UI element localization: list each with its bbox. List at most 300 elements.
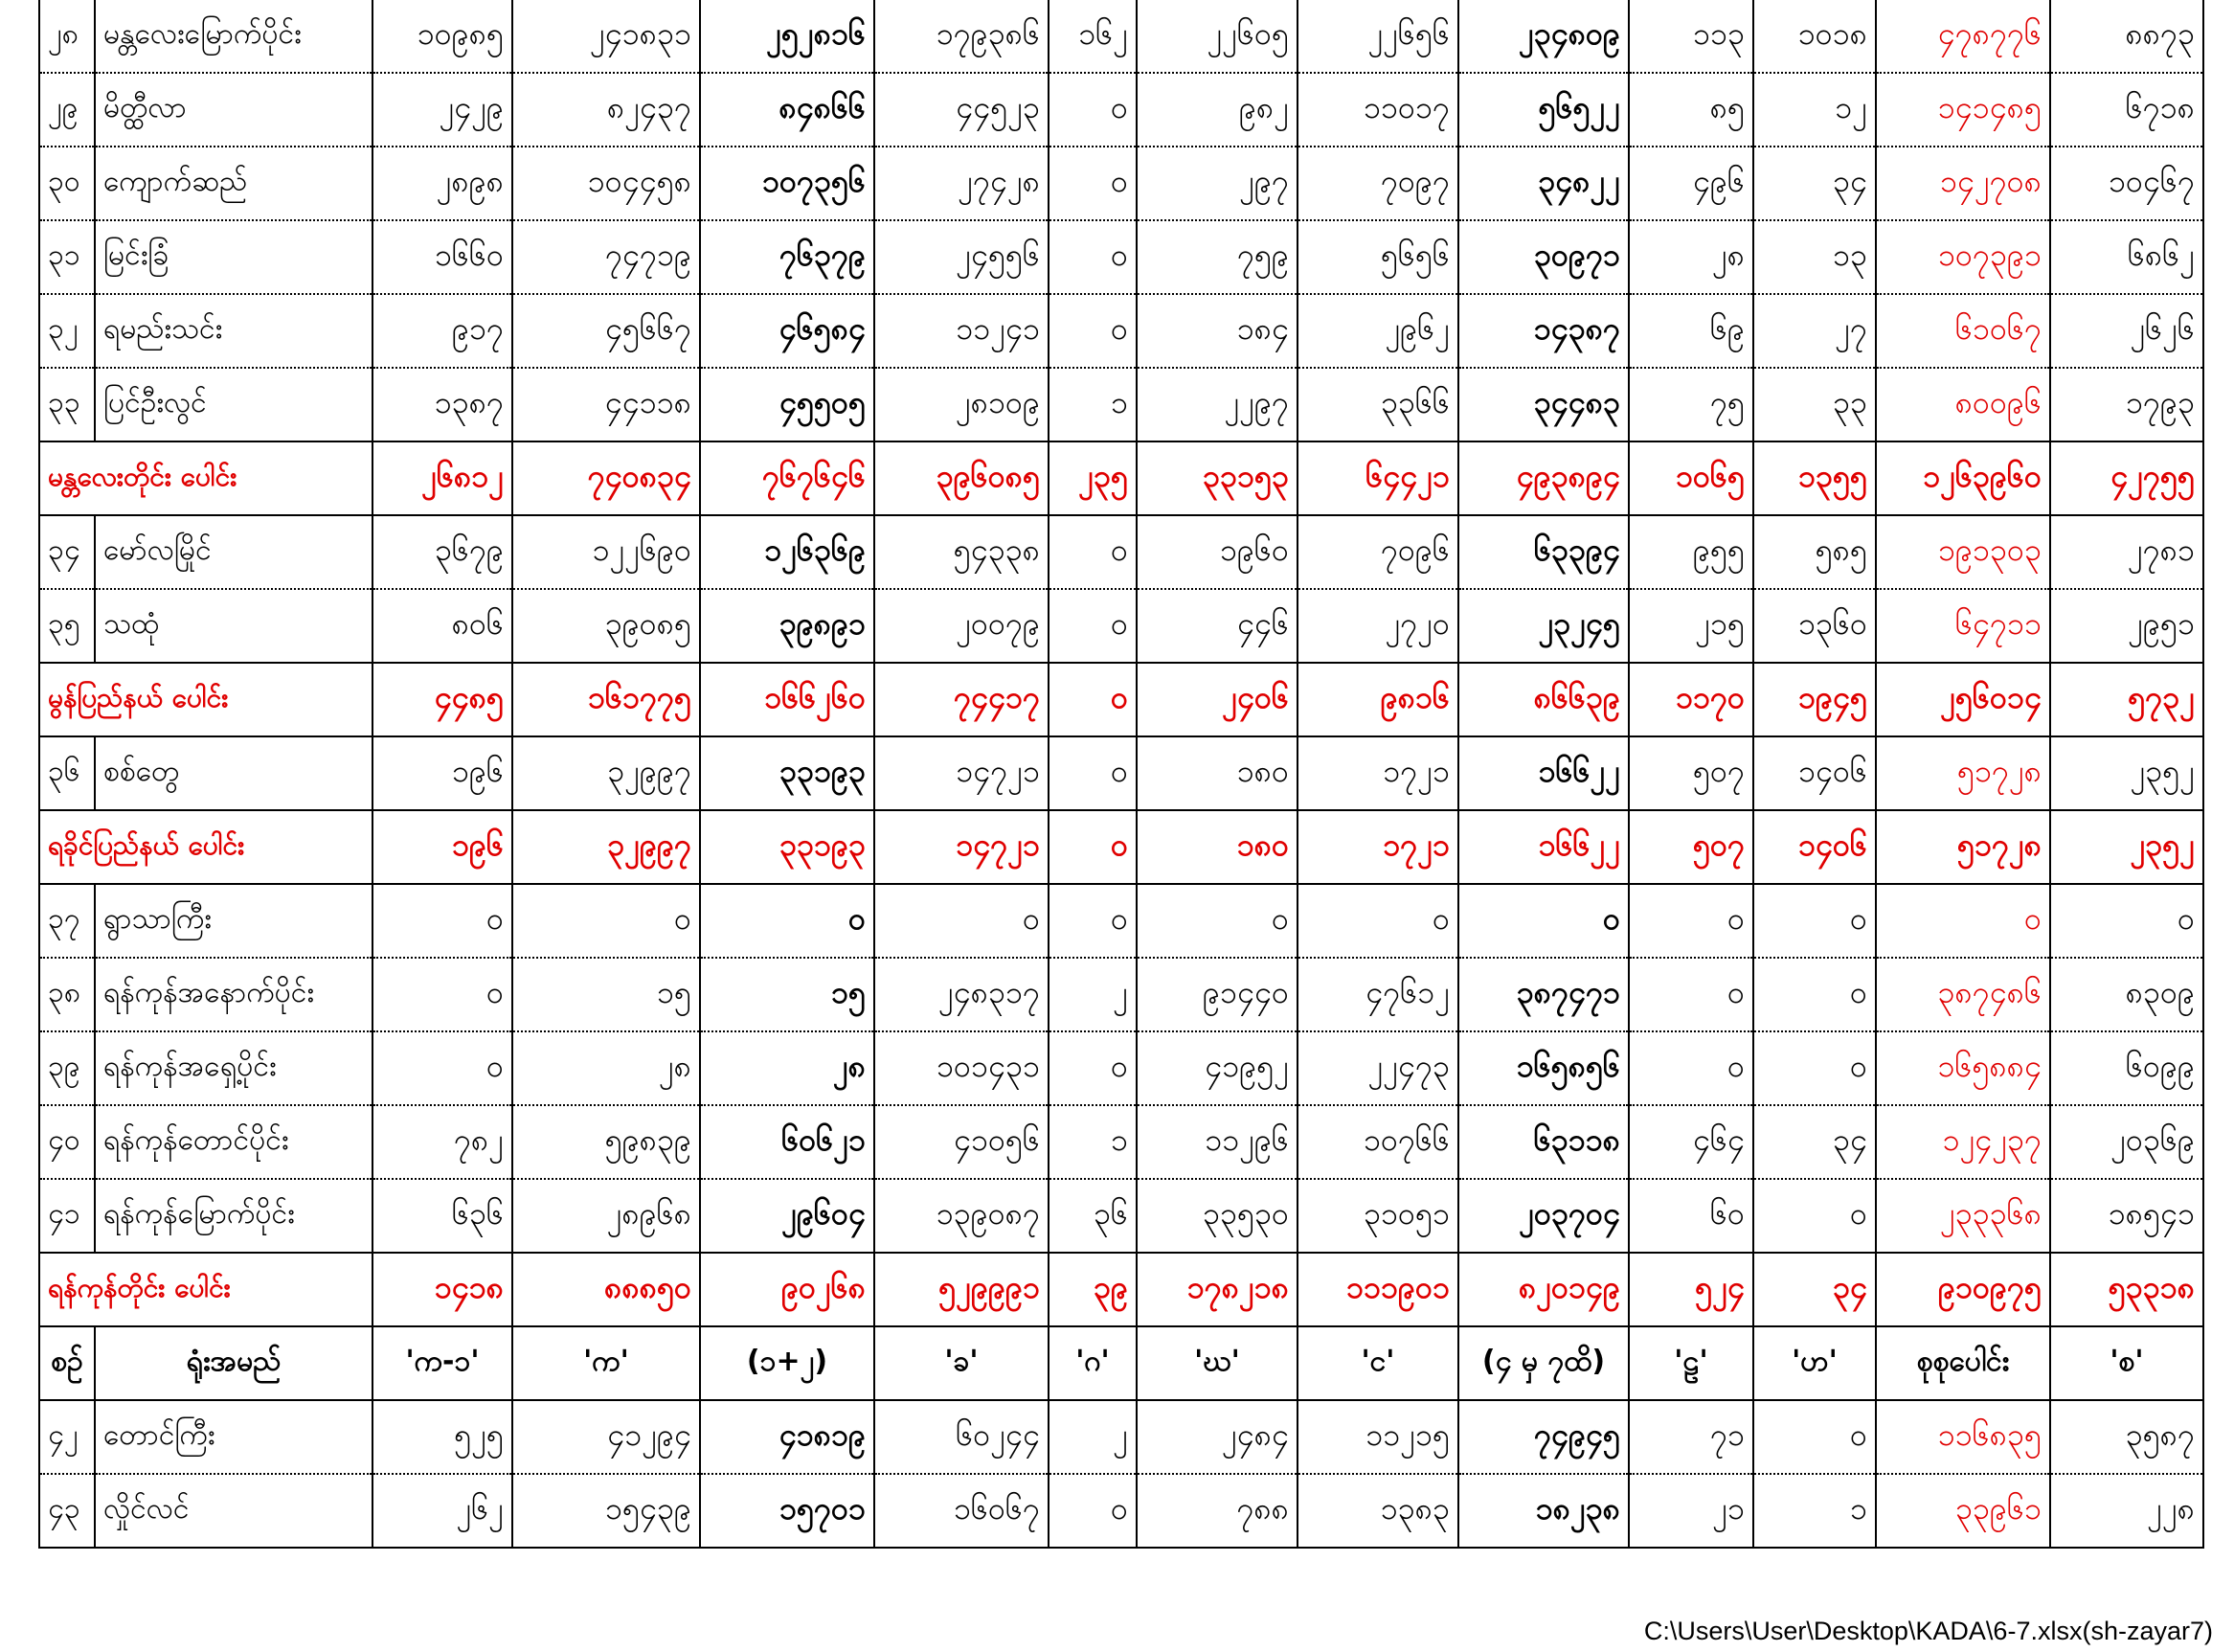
value-cell: ၆၀ [1629, 1179, 1753, 1253]
office-name-cell: တောင်ကြီး [95, 1400, 372, 1474]
column-header-cell: 'စ' [2050, 1326, 2203, 1400]
subtotal-value-cell: ၂၃၅ [1049, 441, 1137, 515]
subtotal-value-cell: ၁၉၆ [372, 810, 512, 884]
subtotal-value-cell: ၉၀၂၆၈ [700, 1253, 874, 1326]
table-row [39, 294, 2203, 368]
value-cell: ၁ [1049, 1105, 1137, 1179]
subtotal-label: ရခိုင်ပြည်နယ် ပေါင်း [39, 810, 372, 884]
value-cell: ၀ [1137, 884, 1298, 958]
value-cell: ၄၉၆ [1629, 147, 1753, 220]
subtotal-value-cell: ၁၂၆၃၉၆၀ [1876, 441, 2050, 515]
table-row [39, 884, 2203, 958]
value-cell: ၃၈၇၄၇၁ [1458, 958, 1629, 1031]
office-name-cell: သထုံ [95, 589, 372, 663]
subtotal-value-cell: ၄၉၃၈၉၄ [1458, 441, 1629, 515]
value-cell: ၀ [1049, 884, 1137, 958]
value-cell: ၈၀၀၉၆ [1876, 368, 2050, 441]
table-row [39, 73, 2203, 147]
value-cell: ၂၄၁၈၃၁ [512, 0, 700, 73]
value-cell: ၁၂၄၂၃၇ [1876, 1105, 2050, 1179]
value-cell: ၃၉၀၈၅ [512, 589, 700, 663]
subtotal-value-cell: ၆၄၄၂၁ [1298, 441, 1458, 515]
value-cell: ၀ [1049, 220, 1137, 294]
subtotal-value-cell: ၅၂၉၉၉၁ [874, 1253, 1049, 1326]
row-number-cell: ၃၄ [39, 515, 95, 589]
row-number-cell: ၃၅ [39, 589, 95, 663]
table-row [39, 1105, 2203, 1179]
value-cell: ၇၄၇၁၉ [512, 220, 700, 294]
value-cell: ၀ [1753, 958, 1876, 1031]
value-cell: ၀ [1753, 1179, 1876, 1253]
value-cell: ၀ [874, 884, 1049, 958]
table-row [39, 589, 2203, 663]
value-cell: ၂၂၆၅၆ [1298, 0, 1458, 73]
value-cell: ၃၃၆၆ [1298, 368, 1458, 441]
value-cell: ၀ [1753, 884, 1876, 958]
value-cell: ၀ [1753, 1031, 1876, 1105]
value-cell: ၆၄၇၁၁ [1876, 589, 2050, 663]
value-cell: ၃၄ [1753, 147, 1876, 220]
value-cell: ၂၈ [512, 1031, 700, 1105]
value-cell: ၅၈၅ [1753, 515, 1876, 589]
subtotal-value-cell: ၅၃၃၁၈ [2050, 1253, 2203, 1326]
subtotal-row [39, 441, 2203, 515]
value-cell: ၉၈၂ [1137, 73, 1298, 147]
value-cell: ၁၄၁၄၈၅ [1876, 73, 2050, 147]
subtotal-value-cell: ၄၂၇၅၅ [2050, 441, 2203, 515]
subtotal-value-cell: ၂၃၅၂ [2050, 810, 2203, 884]
column-header-cell: 'ဂ' [1049, 1326, 1137, 1400]
office-name-cell: ပြင်ဦးလွင် [95, 368, 372, 441]
value-cell: ၇၅ [1629, 368, 1753, 441]
subtotal-value-cell: ၁၆၆၂၆၀ [700, 663, 874, 736]
office-name-cell: ရန်ကုန်တောင်ပိုင်း [95, 1105, 372, 1179]
subtotal-value-cell: ၁၇၂၁ [1298, 810, 1458, 884]
value-cell: ၇၀၉၇ [1298, 147, 1458, 220]
value-cell: ၁၆၆၀ [372, 220, 512, 294]
value-cell: ၇၁ [1629, 1400, 1753, 1474]
office-name-cell: မြင်းခြံ [95, 220, 372, 294]
column-header-cell: 'က-၁' [372, 1326, 512, 1400]
value-cell: ၈၀၆ [372, 589, 512, 663]
value-cell: ၂၈ [700, 1031, 874, 1105]
value-cell: ၄၆၄ [1629, 1105, 1753, 1179]
value-cell: ၁၆၂ [1049, 0, 1137, 73]
row-number-cell: ၄၀ [39, 1105, 95, 1179]
value-cell: ၈၈၇၃ [2050, 0, 2203, 73]
value-cell: ၆၁၀၆၇ [1876, 294, 2050, 368]
value-cell: ၁၅၇၀၁ [700, 1474, 874, 1548]
value-cell: ၁ [1753, 1474, 1876, 1548]
value-cell: ၁၃၈၇ [372, 368, 512, 441]
value-cell: ၅၉၈၃၉ [512, 1105, 700, 1179]
subtotal-value-cell: ၀ [1049, 810, 1137, 884]
value-cell: ၁၆၀၆၇ [874, 1474, 1049, 1548]
value-cell: ၃၄၈၂၂ [1458, 147, 1629, 220]
value-cell: ၁၃၈၃ [1298, 1474, 1458, 1548]
value-cell: ၁၀၇၃၅၆ [700, 147, 874, 220]
row-number-cell: ၃၀ [39, 147, 95, 220]
value-cell: ၂၆၂ [372, 1474, 512, 1548]
value-cell: ၂၂၆၀၅ [1137, 0, 1298, 73]
data-table [38, 0, 2204, 1549]
value-cell: ၆၀၆၂၁ [700, 1105, 874, 1179]
value-cell: ၃၄၄၈၃ [1458, 368, 1629, 441]
column-header-cell: 'င' [1298, 1326, 1458, 1400]
value-cell: ၃၆၇၉ [372, 515, 512, 589]
subtotal-value-cell: ၈၆၆၃၉ [1458, 663, 1629, 736]
subtotal-value-cell: ၀ [1049, 663, 1137, 736]
value-cell: ၉၅၅ [1629, 515, 1753, 589]
value-cell: ၀ [1629, 884, 1753, 958]
value-cell: ၀ [1049, 1474, 1137, 1548]
office-name-cell: မော်လမြိုင် [95, 515, 372, 589]
value-cell: ၀ [1049, 736, 1137, 810]
value-cell: ၁၄၇၂၁ [874, 736, 1049, 810]
table-row [39, 1474, 2203, 1548]
value-cell: ၈၂၄၃၇ [512, 73, 700, 147]
row-number-cell: ၄၁ [39, 1179, 95, 1253]
value-cell: ၁၀၇၆၆ [1298, 1105, 1458, 1179]
value-cell: ၉၁၄၄၀ [1137, 958, 1298, 1031]
value-cell: ၂၇၂၀ [1298, 589, 1458, 663]
value-cell: ၃၈၇၄၈၆ [1876, 958, 2050, 1031]
value-cell: ၄၁၈၁၉ [700, 1400, 874, 1474]
value-cell: ၁၀၁၄၃၁ [874, 1031, 1049, 1105]
value-cell: ၆၃၆ [372, 1179, 512, 1253]
value-cell: ၃၆ [1049, 1179, 1137, 1253]
value-cell: ၃၅၈၇ [2050, 1400, 2203, 1474]
subtotal-value-cell: ၃၃၁၉၃ [700, 810, 874, 884]
value-cell: ၂၀၃၇၀၄ [1458, 1179, 1629, 1253]
value-cell: ၁၃၉၀၈၇ [874, 1179, 1049, 1253]
subtotal-value-cell: ၃၂၉၉၇ [512, 810, 700, 884]
value-cell: ၄၅၅၀၅ [700, 368, 874, 441]
value-cell: ၂၉၇ [1137, 147, 1298, 220]
office-name-cell: လှိုင်လင် [95, 1474, 372, 1548]
value-cell: ၄၁၂၉၄ [512, 1400, 700, 1474]
subtotal-value-cell: ၃၉ [1049, 1253, 1137, 1326]
subtotal-value-cell: ၂၆၈၁၂ [372, 441, 512, 515]
value-cell: ၃၄ [1753, 1105, 1876, 1179]
column-header-row [39, 1326, 2203, 1400]
value-cell: ၄၁၉၅၂ [1137, 1031, 1298, 1105]
value-cell: ၁၀၉၈၅ [372, 0, 512, 73]
value-cell: ၂ [1049, 958, 1137, 1031]
office-name-cell: စစ်တွေ [95, 736, 372, 810]
value-cell: ၀ [372, 958, 512, 1031]
file-path-footer: C:\Users\User\Desktop\KADA\6-7.xlsx(sh-zayar7) [1643, 1617, 2213, 1645]
value-cell: ၆၃၁၁၈ [1458, 1105, 1629, 1179]
subtotal-value-cell: ၃၉၆၀၈၅ [874, 441, 1049, 515]
value-cell: ၇၆၃၇၉ [700, 220, 874, 294]
table-row [39, 515, 2203, 589]
value-cell: ၇၄၉၄၅ [1458, 1400, 1629, 1474]
subtotal-value-cell: ၁၀၆၅ [1629, 441, 1753, 515]
value-cell: ၈၃၀၉ [2050, 958, 2203, 1031]
value-cell: ၁၀၄၄၅၈ [512, 147, 700, 220]
value-cell: ၂၅၂၈၁၆ [700, 0, 874, 73]
value-cell: ၂၉၆၀၄ [700, 1179, 874, 1253]
value-cell: ၄၅၆၆၇ [512, 294, 700, 368]
value-cell: ၁၄၃၈၇ [1458, 294, 1629, 368]
table-row [39, 736, 2203, 810]
value-cell: ၉၁၇ [372, 294, 512, 368]
subtotal-value-cell: ၇၄၄၁၇ [874, 663, 1049, 736]
row-number-cell: ၄၃ [39, 1474, 95, 1548]
value-cell: ၄၇၈၇၇၆ [1876, 0, 2050, 73]
value-cell: ၁၃ [1753, 220, 1876, 294]
value-cell: ၁၀၁၈ [1753, 0, 1876, 73]
value-cell: ၂၂၈ [2050, 1474, 2203, 1548]
value-cell: ၀ [372, 884, 512, 958]
value-cell: ၁၂ [1753, 73, 1876, 147]
value-cell: ၂၂၄၇၃ [1298, 1031, 1458, 1105]
value-cell: ၃၃၅၃၀ [1137, 1179, 1298, 1253]
value-cell: ၂ [1049, 1400, 1137, 1474]
subtotal-value-cell: ၃၄ [1753, 1253, 1876, 1326]
value-cell: ၀ [1049, 294, 1137, 368]
column-header-cell: ရုံးအမည် [95, 1326, 372, 1400]
value-cell: ၂၄၈၄ [1137, 1400, 1298, 1474]
value-cell: ၂၁ [1629, 1474, 1753, 1548]
value-cell: ၃၂၉၉၇ [512, 736, 700, 810]
subtotal-value-cell: ၁၃၅၅ [1753, 441, 1876, 515]
value-cell: ၁၆၅၈၅၆ [1458, 1031, 1629, 1105]
value-cell: ၀ [512, 884, 700, 958]
row-number-cell: ၃၇ [39, 884, 95, 958]
table-row [39, 147, 2203, 220]
subtotal-label: မွန်ပြည်နယ် ပေါင်း [39, 663, 372, 736]
value-cell: ၂၆၂၆ [2050, 294, 2203, 368]
value-cell: ၁၀၇၃၉၁ [1876, 220, 2050, 294]
table-row [39, 1400, 2203, 1474]
row-number-cell: ၃၈ [39, 958, 95, 1031]
value-cell: ၂၁၅ [1629, 589, 1753, 663]
value-cell: ၂၇၈၁ [2050, 515, 2203, 589]
value-cell: ၁၈၄ [1137, 294, 1298, 368]
value-cell: ၂၀၀၇၉ [874, 589, 1049, 663]
office-name-cell: ရန်ကုန်အရှေ့ပိုင်း [95, 1031, 372, 1105]
subtotal-value-cell: ၅၂၄ [1629, 1253, 1753, 1326]
value-cell: ၂၈၉၆၈ [512, 1179, 700, 1253]
subtotal-value-cell: ၄၄၈၅ [372, 663, 512, 736]
value-cell: ၃၁၀၅၁ [1298, 1179, 1458, 1253]
office-name-cell: ရန်ကုန်မြောက်ပိုင်း [95, 1179, 372, 1253]
subtotal-value-cell: ၁၄၁၈ [372, 1253, 512, 1326]
value-cell: ၅၀၇ [1629, 736, 1753, 810]
subtotal-value-cell: ၁၁၇၀ [1629, 663, 1753, 736]
subtotal-value-cell: ၉၈၁၆ [1298, 663, 1458, 736]
value-cell: ၁၅ [512, 958, 700, 1031]
value-cell: ၃၃၁၉၃ [700, 736, 874, 810]
value-cell: ၆၀၉၉ [2050, 1031, 2203, 1105]
value-cell: ၀ [1049, 589, 1137, 663]
value-cell: ၁၉၆၀ [1137, 515, 1298, 589]
office-name-cell: မန္တလေးမြောက်ပိုင်း [95, 0, 372, 73]
value-cell: ၂၈၁၀၉ [874, 368, 1049, 441]
row-number-cell: ၂၉ [39, 73, 95, 147]
value-cell: ၁၆၆၂၂ [1458, 736, 1629, 810]
subtotal-value-cell: ၅၁၇၂၈ [1876, 810, 2050, 884]
subtotal-value-cell: ၂၅၆၀၁၄ [1876, 663, 2050, 736]
subtotal-row [39, 663, 2203, 736]
value-cell: ၀ [700, 884, 874, 958]
subtotal-label: ရန်ကုန်တိုင်း ပေါင်း [39, 1253, 372, 1326]
value-cell: ၁၇၉၃ [2050, 368, 2203, 441]
value-cell: ၀ [1753, 1400, 1876, 1474]
subtotal-row [39, 1253, 2203, 1326]
value-cell: ၁၁၆၈၃၅ [1876, 1400, 2050, 1474]
subtotal-value-cell: ၈၂၀၁၄၉ [1458, 1253, 1629, 1326]
subtotal-value-cell: ၇၆၇၆၄၆ [700, 441, 874, 515]
value-cell: ၀ [1458, 884, 1629, 958]
value-cell: ၁၇၂၁ [1298, 736, 1458, 810]
value-cell: ၁၅ [700, 958, 874, 1031]
subtotal-value-cell: ၉၁၀၉၇၅ [1876, 1253, 2050, 1326]
subtotal-value-cell: ၁၄၀၆ [1753, 810, 1876, 884]
value-cell: ၃၉၈၉၁ [700, 589, 874, 663]
value-cell: ၁၂၆၃၆၉ [700, 515, 874, 589]
row-number-cell: ၃၁ [39, 220, 95, 294]
value-cell: ၁၁၃ [1629, 0, 1753, 73]
subtotal-value-cell: ၁၉၄၅ [1753, 663, 1876, 736]
value-cell: ၀ [1049, 147, 1137, 220]
row-number-cell: ၃၆ [39, 736, 95, 810]
value-cell: ၄၆၅၈၄ [700, 294, 874, 368]
value-cell: ၂၃၂၄၅ [1458, 589, 1629, 663]
column-header-cell: စုစုပေါင်း [1876, 1326, 2050, 1400]
value-cell: ၆၇၁၈ [2050, 73, 2203, 147]
value-cell: ၂၇ [1753, 294, 1876, 368]
table-row [39, 958, 2203, 1031]
value-cell: ၅၂၅ [372, 1400, 512, 1474]
value-cell: ၈၄၈၆၆ [700, 73, 874, 147]
value-cell: ၃၀၉၇၁ [1458, 220, 1629, 294]
row-number-cell: ၃၃ [39, 368, 95, 441]
value-cell: ၆၈၆၂ [2050, 220, 2203, 294]
column-header-cell: 'ဃ' [1137, 1326, 1298, 1400]
office-name-cell: ကျောက်ဆည် [95, 147, 372, 220]
subtotal-value-cell: ၇၄၀၈၃၄ [512, 441, 700, 515]
subtotal-value-cell: ၅၀၇ [1629, 810, 1753, 884]
value-cell: ၇၈၈ [1137, 1474, 1298, 1548]
value-cell: ၀ [2050, 884, 2203, 958]
value-cell: ၃၃၉၆၁ [1876, 1474, 2050, 1548]
column-header-cell: (၁+၂) [700, 1326, 874, 1400]
value-cell: ၄၄၅၂၃ [874, 73, 1049, 147]
table-row [39, 220, 2203, 294]
value-cell: ၁၈၀ [1137, 736, 1298, 810]
row-number-cell: ၂၈ [39, 0, 95, 73]
value-cell: ၂၈ [1629, 220, 1753, 294]
value-cell: ၀ [1049, 515, 1137, 589]
value-cell: ၂၄၅၅၆ [874, 220, 1049, 294]
value-cell: ၄၇၆၁၂ [1298, 958, 1458, 1031]
value-cell: ၇၀၉၆ [1298, 515, 1458, 589]
value-cell: ၀ [1876, 884, 2050, 958]
column-header-cell: 'ခ' [874, 1326, 1049, 1400]
value-cell: ၀ [1629, 958, 1753, 1031]
value-cell: ၁၉၆ [372, 736, 512, 810]
column-header-cell: စဉ် [39, 1326, 95, 1400]
value-cell: ၇၈၂ [372, 1105, 512, 1179]
value-cell: ၁၄၂၇၀၈ [1876, 147, 2050, 220]
office-name-cell: မိတ္ထီလာ [95, 73, 372, 147]
value-cell: ၅၄၃၃၈ [874, 515, 1049, 589]
value-cell: ၆၃၃၉၄ [1458, 515, 1629, 589]
column-header-cell: (၄ မှ ၇ထိ) [1458, 1326, 1629, 1400]
value-cell: ၁၁၂၄၁ [874, 294, 1049, 368]
value-cell: ၁၇၉၃၈၆ [874, 0, 1049, 73]
subtotal-label: မန္တလေးတိုင်း ပေါင်း [39, 441, 372, 515]
subtotal-value-cell: ၁၄၇၂၁ [874, 810, 1049, 884]
subtotal-value-cell: ၁၆၆၂၂ [1458, 810, 1629, 884]
value-cell: ၁၀၄၆၇ [2050, 147, 2203, 220]
value-cell: ၁၆၅၈၈၄ [1876, 1031, 2050, 1105]
value-cell: ၅၁၇၂၈ [1876, 736, 2050, 810]
table-row [39, 0, 2203, 73]
subtotal-value-cell: ၁၁၁၉၀၁ [1298, 1253, 1458, 1326]
value-cell: ၂၃၄၈၀၉ [1458, 0, 1629, 73]
value-cell: ၄၄၆ [1137, 589, 1298, 663]
value-cell: ၅၆၅၂၂ [1458, 73, 1629, 147]
value-cell: ၁၁၂၁၅ [1298, 1400, 1458, 1474]
table-row [39, 1031, 2203, 1105]
value-cell: ၀ [1298, 884, 1458, 958]
row-number-cell: ၄၂ [39, 1400, 95, 1474]
value-cell: ၄၄၁၁၈ [512, 368, 700, 441]
value-cell: ၀ [1049, 1031, 1137, 1105]
value-cell: ၀ [1049, 73, 1137, 147]
value-cell: ၆၉ [1629, 294, 1753, 368]
office-name-cell: ရမည်းသင်း [95, 294, 372, 368]
value-cell: ၂၇၄၂၈ [874, 147, 1049, 220]
value-cell: ၂၈၉၈ [372, 147, 512, 220]
column-header-cell: 'ဠ' [1629, 1326, 1753, 1400]
value-cell: ၀ [1629, 1031, 1753, 1105]
row-number-cell: ၃၉ [39, 1031, 95, 1105]
subtotal-row [39, 810, 2203, 884]
value-cell: ၈၅ [1629, 73, 1753, 147]
office-name-cell: ရန်ကုန်အနောက်ပိုင်း [95, 958, 372, 1031]
subtotal-value-cell: ၈၈၈၅၀ [512, 1253, 700, 1326]
column-header-cell: 'က' [512, 1326, 700, 1400]
value-cell: ၁၈၅၄၁ [2050, 1179, 2203, 1253]
value-cell: ၁၈၂၃၈ [1458, 1474, 1629, 1548]
value-cell: ၄၁၀၅၆ [874, 1105, 1049, 1179]
value-cell: ၂၃၅၂ [2050, 736, 2203, 810]
value-cell: ၂၄၂၉ [372, 73, 512, 147]
value-cell: ၁ [1049, 368, 1137, 441]
table-row [39, 1179, 2203, 1253]
value-cell: ၇၅၉ [1137, 220, 1298, 294]
value-cell: ၀ [372, 1031, 512, 1105]
office-name-cell: ရွာသာကြီး [95, 884, 372, 958]
value-cell: ၃၃ [1753, 368, 1876, 441]
column-header-cell: 'ဟ' [1753, 1326, 1876, 1400]
subtotal-value-cell: ၃၃၁၅၃ [1137, 441, 1298, 515]
subtotal-value-cell: ၅၇၃၂ [2050, 663, 2203, 736]
value-cell: ၂၉၆၂ [1298, 294, 1458, 368]
table-row [39, 368, 2203, 441]
value-cell: ၅၆၅၆ [1298, 220, 1458, 294]
value-cell: ၁၃၆၀ [1753, 589, 1876, 663]
subtotal-value-cell: ၁၈၀ [1137, 810, 1298, 884]
value-cell: ၂၃၃၃၆၈ [1876, 1179, 2050, 1253]
value-cell: ၂၂၉၇ [1137, 368, 1298, 441]
value-cell: ၁၁၂၉၆ [1137, 1105, 1298, 1179]
